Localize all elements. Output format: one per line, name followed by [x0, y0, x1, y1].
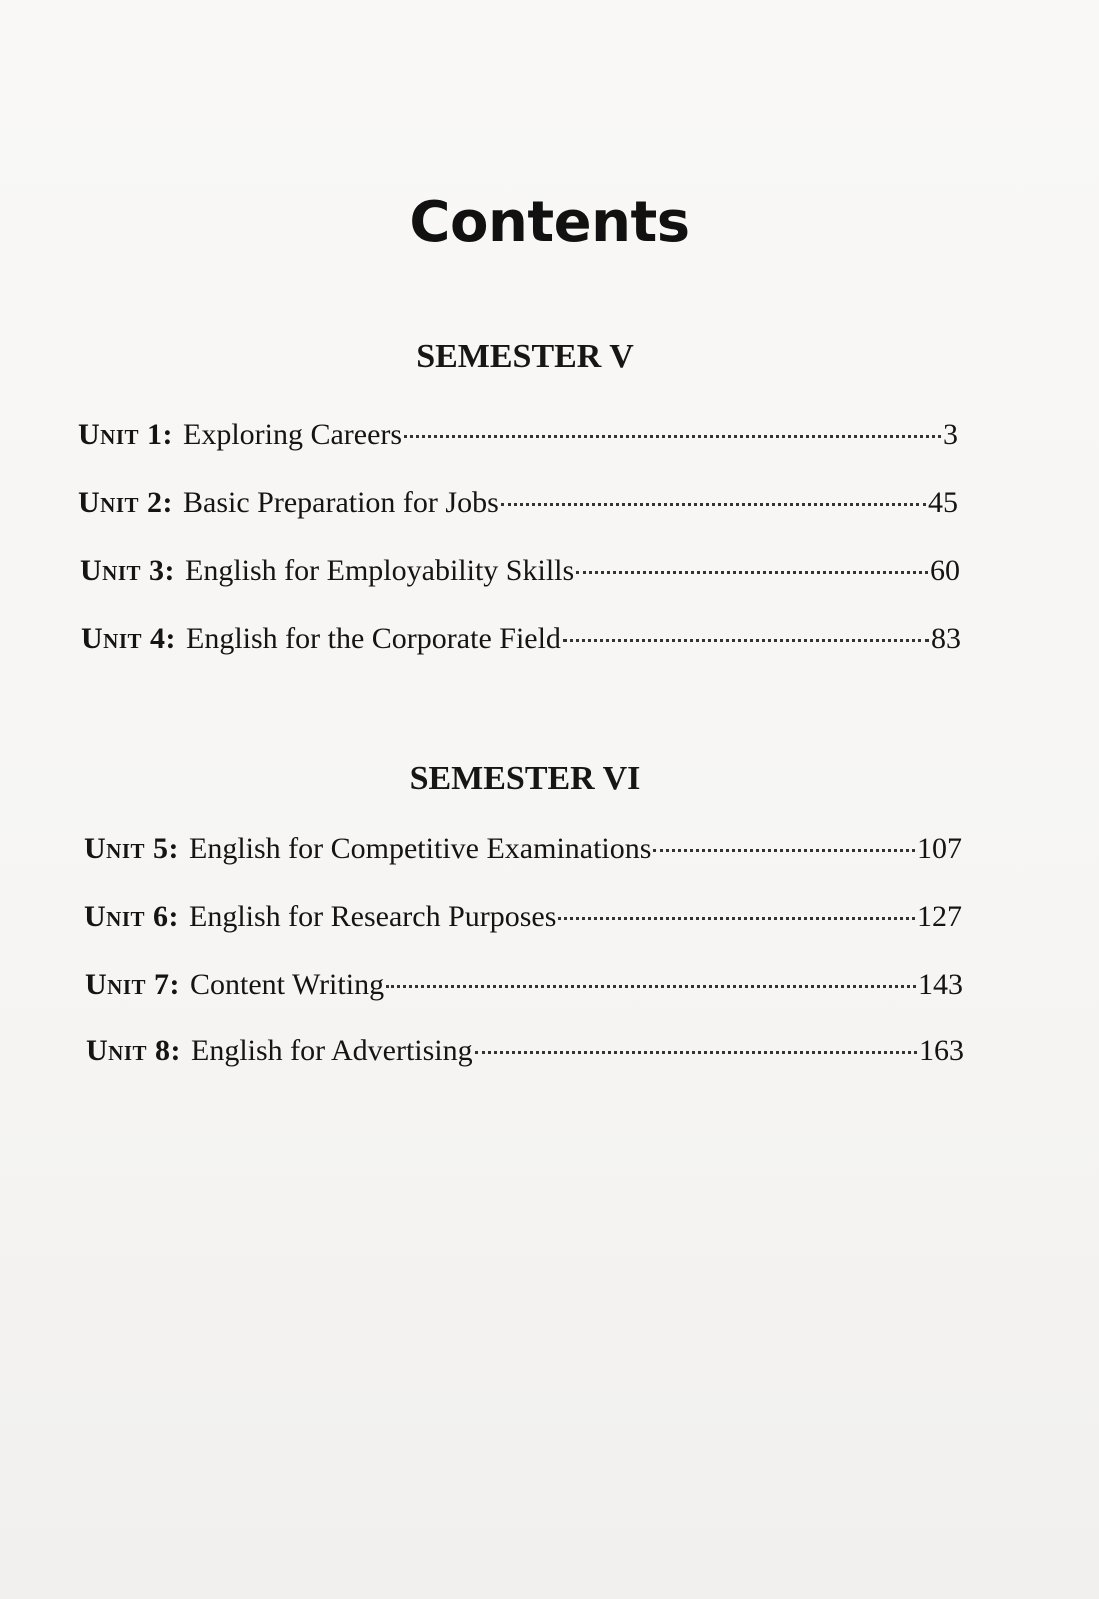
toc-entry-unit-6[interactable]	[84, 900, 962, 934]
dot-leader	[475, 1050, 917, 1054]
page-number: 83	[931, 622, 961, 655]
unit-label: Unit 2:	[78, 486, 173, 519]
unit-label: Unit 1:	[78, 418, 173, 451]
toc-entry-unit-1[interactable]	[78, 418, 958, 452]
unit-title: Content Writing	[190, 968, 385, 1001]
semester-v-heading: SEMESTER V	[416, 338, 634, 375]
semester-vi-heading: SEMESTER VI	[409, 760, 641, 797]
page-number: 3	[943, 418, 958, 451]
dot-leader	[653, 848, 915, 852]
page-number: 127	[917, 900, 962, 933]
toc-entry-unit-7[interactable]	[85, 968, 963, 1002]
dot-leader	[563, 638, 929, 642]
unit-label: Unit 6:	[84, 900, 179, 933]
toc-entry-unit-5[interactable]	[84, 832, 962, 866]
unit-title: English for Research Purposes	[189, 900, 557, 933]
unit-title: English for Competitive Examinations	[189, 832, 652, 865]
dot-leader	[576, 570, 928, 574]
toc-entry-unit-4[interactable]	[81, 622, 961, 656]
dot-leader	[404, 434, 941, 438]
page-number: 107	[917, 832, 962, 865]
unit-label: Unit 5:	[84, 832, 179, 865]
dot-leader	[501, 502, 926, 506]
unit-title: English for Advertising	[191, 1034, 473, 1067]
page-title: Contents	[409, 190, 690, 255]
page-number: 163	[919, 1034, 964, 1067]
page-number: 143	[918, 968, 963, 1001]
unit-label: Unit 8:	[86, 1034, 181, 1067]
toc-entry-unit-3[interactable]	[80, 554, 960, 588]
dot-leader	[558, 916, 915, 920]
page-number: 45	[928, 486, 958, 519]
dot-leader	[386, 984, 916, 988]
unit-label: Unit 4:	[81, 622, 176, 655]
page-number: 60	[930, 554, 960, 587]
unit-title: Basic Preparation for Jobs	[183, 486, 499, 519]
unit-title: English for Employability Skills	[185, 554, 575, 587]
toc-entry-unit-8[interactable]	[86, 1034, 964, 1068]
toc-entry-unit-2[interactable]	[78, 486, 958, 520]
unit-label: Unit 3:	[80, 554, 175, 587]
unit-title: Exploring Careers	[183, 418, 403, 451]
unit-label: Unit 7:	[85, 968, 180, 1001]
unit-title: English for the Corporate Field	[186, 622, 561, 655]
